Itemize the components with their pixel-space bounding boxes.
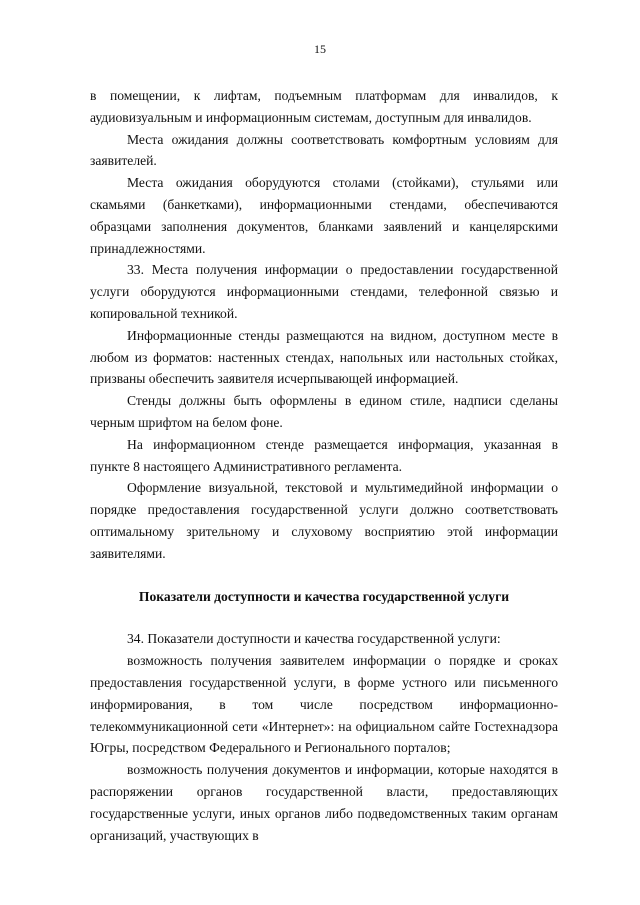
page-number: 15 bbox=[314, 42, 326, 56]
spacer bbox=[90, 565, 558, 586]
paragraph-waiting-areas-comfort: Места ожидания должны соответствовать комфортным условиям для заявителей. bbox=[90, 131, 558, 169]
body-text bbox=[90, 85, 558, 846]
section-heading: Показатели доступности и качества государственной услуги bbox=[138, 588, 510, 604]
spacer bbox=[90, 607, 558, 628]
paragraph-stands-style: Стенды должны быть оформлены в едином стиле, надписи сделаны черным шрифтом на белом фоне. bbox=[90, 393, 558, 430]
paragraph-continuation: в помещении, к лифтам, подъемным платформам для инвалидов, к аудиовизуальным и информационным системам, доступным для инвалидов. bbox=[90, 88, 558, 125]
paragraph-waiting-areas-equipment: Места ожидания оборудуются столами (стойками), стульями или скамьями (банкетками), информационными стендами, обеспечиваются образцами заполнения документов, бланками заявлений и канцелярскими принадлежностями. bbox=[90, 175, 558, 256]
paragraph-info-stands: Информационные стенды размещаются на видном, доступном месте в любом из форматов: настенных стендах, напольных или настольных стойках, призваны обеспечить заявителя исчерпывающей информацией. bbox=[90, 327, 558, 387]
paragraph-clause-33: 33. Места получения информации о предоставлении государственной услуги оборудуются информационными стендами, телефонной связью и копировальной техникой. bbox=[90, 262, 558, 321]
paragraph-clause-34: 34. Показатели доступности и качества государственной услуги: bbox=[127, 631, 501, 647]
paragraph-visual-design: Оформление визуальной, текстовой и мультимедийной информации о порядке предоставления государственной услуги должно соответствовать оптимальному зрительному и слуховому восприятию этой информации заявителями. bbox=[90, 480, 558, 561]
paragraph-documents-access: возможность получения документов и информации, которые находятся в распоряжении органов государственной власти, предоставляющих государственные услуги, иных органов либо подведомственных таким органам организаций, участвующих в bbox=[90, 762, 558, 843]
paragraph-stand-content: На информационном стенде размещается информация, указанная в пункте 8 настоящего Административного регламента. bbox=[90, 436, 558, 474]
paragraph-info-access: возможность получения заявителем информации о порядке и сроках предоставления государственной услуги, в форме устного или письменного информирования, в том числе посредством информационно-телекоммуникационной сети «Интернет»: на официальном сайте Гостехнадзора Югры, посредством Федерального и Регионального порталов; bbox=[90, 653, 558, 756]
